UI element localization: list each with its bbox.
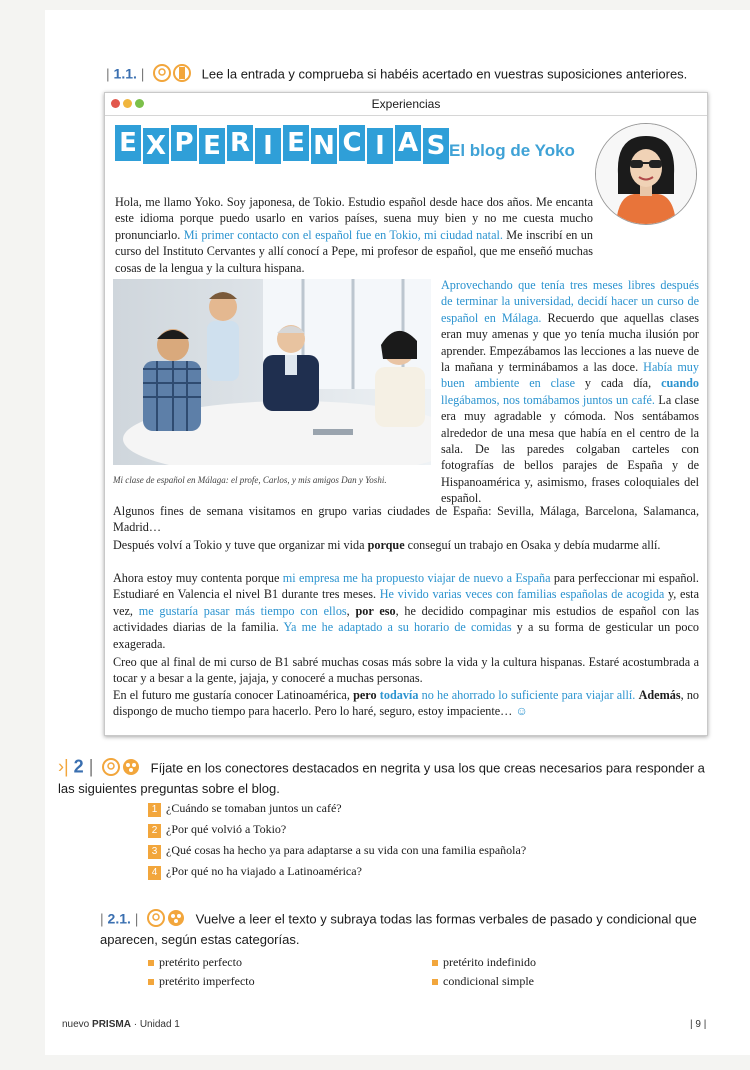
header-letter: E [199, 128, 225, 164]
paragraph-1 [115, 194, 593, 276]
question-text: ¿Por qué volvió a Tokio? [166, 822, 287, 836]
highlighted-sentence: Ya me he adaptado a su horario de comidas [283, 620, 512, 635]
bullet-icon [148, 960, 154, 966]
connector: Además [638, 688, 681, 702]
highlighted-sentence: no he ahorrado lo suficiente para viajar allí. [418, 688, 636, 702]
highlighted-sentence: mi empresa me ha propuesto viajar de nuevo a España [282, 571, 551, 585]
window-title: Experiencias [371, 97, 441, 111]
pair-work-icon [152, 63, 194, 87]
highlighted-sentence: Mi primer contacto con el español fue en Tokio, mi ciudad natal. [183, 227, 503, 242]
highlighted-sentence: He vivido varias veces con familias españolas de acogida [379, 587, 665, 602]
highlighted-sentence: me gustaría pasar más tiempo con ellos [138, 603, 347, 618]
text-run: Hola, me llamo Yoko. Soy japonesa, de Tokio. Estudio español desde hace dos años. Me encanta este idioma porque puedo usarlo en varios países, suena muy bien y no me cuesta mucho pronunciarlo. [115, 195, 593, 242]
unit-label: · Unidad 1 [133, 1019, 180, 1030]
task-1-1-instruction: Lee la entrada y comprueba si habéis acertado en vuestras suposiciones anteriores. [201, 66, 688, 82]
question-item [148, 864, 362, 880]
category-label: pretérito imperfecto [159, 974, 255, 988]
bullet-icon [148, 979, 154, 985]
header-letter: I [367, 128, 393, 164]
classroom-photo [113, 279, 431, 465]
connector: todavía [376, 688, 419, 702]
photo-caption: Mi clase de español en Málaga: el profe, Carlos, y mis amigos Dan y Yoshi. [113, 475, 387, 485]
text-run: , no dispongo de mucho tiempo para hacerlo. Pero lo haré, seguro, estoy impaciente… [113, 688, 700, 719]
brand-name: PRISMA [92, 1019, 131, 1030]
header-letter: A [395, 125, 421, 161]
category-item [148, 974, 255, 989]
header-letter: C [339, 125, 365, 161]
paragraph-2 [441, 277, 699, 507]
header-letter: X [143, 128, 169, 164]
header-letter: P [171, 125, 197, 161]
question-item [148, 801, 342, 817]
text-run: y cada día, [575, 376, 662, 391]
category-label: pretérito indefinido [443, 955, 536, 969]
footer-brand [62, 1019, 180, 1030]
text-run: y a su forma de gesticular un poco exagerada. [113, 620, 700, 651]
paragraph-5 [113, 570, 699, 652]
question-number: 4 [148, 866, 161, 880]
question-text: ¿Qué cosas ha hecho ya para adaptarse a su vida con una familia española? [166, 843, 527, 857]
text-run: Ahora estoy muy contenta porque [113, 571, 283, 585]
connector: porque [367, 538, 405, 552]
blog-header-title [115, 125, 449, 164]
brand-prefix: nuevo [62, 1019, 90, 1030]
question-number: 2 [148, 824, 161, 838]
header-letter: S [423, 128, 449, 164]
bullet-icon [432, 960, 438, 966]
connector: por eso [355, 603, 396, 618]
text-run: conseguí un trabajo en Osaka y debía mudarme allí. [404, 538, 661, 552]
text-run: En el futuro me gustaría conocer Latinoamérica, [113, 688, 354, 702]
paragraph-6: Creo que al final de mi curso de B1 sabré muchas cosas más sobre la vida y la cultura hispanas. Estaré acostumbrada a tocar y a besar a la gente, jajaja, y conoceré a muchas personas. [113, 655, 699, 686]
paragraph-4 [113, 537, 699, 553]
highlighted-sentence: llegábamos, nos tomábamos juntos un café. [441, 392, 655, 407]
bullet-icon [432, 979, 438, 985]
question-item [148, 822, 286, 838]
text-run: para perfeccionar mi español. Estudiaré en Valencia el nivel B1 durante tres meses. [113, 571, 699, 602]
text-run: y, esta vez, [113, 587, 699, 618]
smiley-icon: ☺ [515, 704, 528, 719]
highlighted-sentence: Había muy buen ambiente en clase [441, 360, 699, 391]
group-work-icon [101, 757, 143, 781]
text-run: La clase era muy agradable y cómoda. Nos sentábamos alrededor de una mesa que había en el centro de la sala. De las paredes colgaban carteles con fotografías de bellos parajes de España y de Hispanoamérica y, asimismo, frases coloquiales del español. [441, 392, 699, 506]
task-2-instruction: Fíjate en los conectores destacados en negrita y usa los que creas necesarios para responder a las siguientes preguntas sobre el blog. [58, 760, 705, 796]
header-letter: R [227, 125, 253, 161]
task-1-1-number: 1.1. [113, 65, 137, 82]
task-2-1: | 2.1. | Vuelve a leer el texto y subraya todas las formas verbales de pasado y condicional que aparecen, según estas categorías. [100, 908, 706, 948]
task-1-1: | 1.1. | Lee la entrada y comprueba si habéis acertado en vuestras suposiciones anteriores. [106, 63, 706, 87]
text-run: , [346, 603, 356, 618]
header-letter: N [311, 128, 337, 164]
category-item [432, 974, 534, 989]
category-label: pretérito perfecto [159, 955, 242, 969]
question-text: ¿Por qué no ha viajado a Latinoamérica? [166, 864, 362, 878]
avatar [595, 123, 697, 225]
task-2-1-number: 2.1. [107, 910, 131, 927]
category-item [432, 955, 536, 970]
header-letter: E [283, 125, 309, 161]
blog-window [104, 92, 708, 736]
window-title-bar [105, 93, 707, 116]
paragraph-3: Algunos fines de semana visitamos en grupo varias ciudades de España: Sevilla, Málaga, Barcelona, Salamanca, Madrid… [113, 504, 699, 535]
task-2: ›| 2 | Fíjate en los conectores destacados en negrita y usa los que creas necesarios para responder a las siguientes preguntas sobre el blog. [58, 756, 705, 796]
task-2-number: 2 [73, 756, 84, 777]
group-work-icon [146, 908, 188, 932]
question-item [148, 843, 526, 859]
question-number: 1 [148, 803, 161, 817]
connector: cuando [661, 376, 699, 391]
header-letter: I [255, 128, 281, 164]
highlighted-sentence: Aprovechando que tenía tres meses libres después de terminar la universidad, decidí hacer un curso de español en Málaga. [441, 278, 699, 325]
text-run: Me inscribí en un curso del Instituto Cervantes y allí conocí a Pepe, mi profesor de español, que me enseñó muchas cosas de la lengua y la cultura hispana. [115, 227, 593, 275]
paragraph-7 [113, 687, 699, 720]
question-number: 3 [148, 845, 161, 859]
blog-subtitle: El blog de Yoko [449, 141, 575, 160]
question-text: ¿Cuándo se tomaban juntos un café? [166, 801, 342, 815]
category-label: condicional simple [443, 974, 534, 988]
text-run: Recuerdo que aquellas clases eran muy amenas y que yo tenía mucha ilusión por aprender. Empezábamos las lecciones a las nueve de la mañana y terminábamos a las doce. [441, 310, 700, 375]
text-run: Después volví a Tokio y tuve que organizar mi vida [113, 538, 368, 552]
category-item [148, 955, 242, 970]
page-number: | 9 | [690, 1019, 707, 1030]
task-2-1-instruction: Vuelve a leer el texto y subraya todas las formas verbales de pasado y condicional que aparecen, según estas categorías. [100, 911, 697, 947]
header-letter: E [115, 125, 141, 161]
connector: pero [353, 688, 377, 702]
text-run: , he decidido compaginar mis estudios de español con las actividades diarias de la familia. [113, 603, 700, 635]
